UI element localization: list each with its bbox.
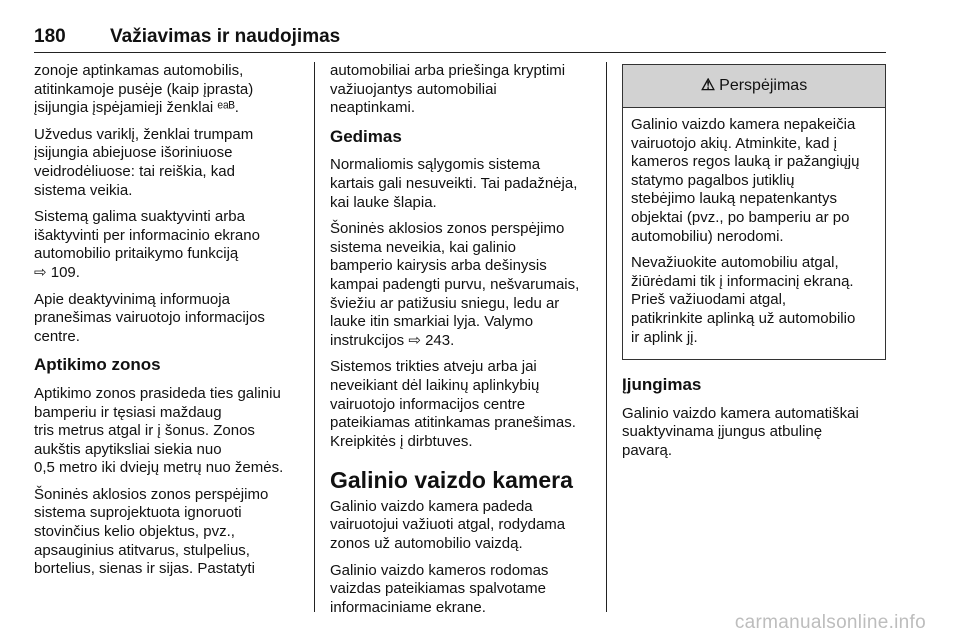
header-rule <box>34 52 886 53</box>
page-number: 180 <box>34 26 66 47</box>
page-header <box>34 26 340 48</box>
paragraph: Galinio vaizdo kamera nepakeičia vairuotojo akių. Atminkite, kad į kameros regos lauką ir pažangiųjų statymo pagalbos jutiklių stebėjimo lauką nepatenkantys objektai (pvz., po bamperiu ar po automobiliu) nerodomi. <box>631 116 860 245</box>
paragraph: Galinio vaizdo kameros rodomas vaizdas pateikiamas spalvotame informaciniame ekrane. <box>330 561 549 616</box>
paragraph: Sistemos trikties atveju arba jai neveikiant dėl laikinų aplinkybių vairuotojo informacijos centre pateikiamas atitinkamas pranešimas. Kreipkitės į dirbtuves. <box>330 358 576 450</box>
paragraph: Apie deaktyvinimą informuoja pranešimas vairuotojo informacijos centre. <box>34 290 265 345</box>
section-heading-detection-zones: Aptikimo zonos <box>34 355 161 375</box>
watermark: carmanualsonline.info <box>734 612 926 633</box>
section-heading-activation: Įjungimas <box>622 375 702 395</box>
warning-box <box>622 64 886 360</box>
warning-header <box>623 65 885 108</box>
paragraph: Sistemą galima suaktyvinti arba išaktyvinti per informacinio ekrano automobilio pritaikymo funkciją ⇨ 109. <box>34 208 260 281</box>
page-title: Važiavimas ir naudojimas <box>110 26 341 47</box>
paragraph: Galinio vaizdo kamera padeda vairuotojui važiuoti atgal, rodydama zonos už automobilio vaizdą. <box>330 497 566 553</box>
paragraph: zonoje aptinkamas automobilis, atitinkamoje pusėje (kaip įprasta) įsijungia įspėjamieji ženklai ᵉᵃᴮ. <box>34 62 254 117</box>
column-divider <box>314 62 315 612</box>
paragraph: Galinio vaizdo kamera automatiškai suaktyvinama įjungus atbulinę pavarą. <box>622 404 859 459</box>
column-right <box>622 62 886 469</box>
warning-triangle-icon: ⚠ <box>700 76 716 94</box>
paragraph: Šoninės aklosios zonos perspėjimo sistema suprojektuota ignoruoti stovinčius kelio objektus, pvz., apsauginius atitvarus, stulpelius, bortelius, sienas ir sijas. Pastatyti <box>34 485 269 578</box>
column-middle <box>330 62 598 625</box>
column-divider <box>606 62 607 612</box>
chapter-heading-rear-camera: Galinio vaizdo kamera <box>330 467 573 494</box>
paragraph: Nevažiuokite automobiliu atgal, žiūrėdami tik į informacinį ekraną. Prieš važiuodami atgal, patikrinkite aplinką už automobilio ir aplink jį. <box>631 254 856 346</box>
paragraph: Šoninės aklosios zonos perspėjimo sistema neveikia, kai galinio bamperio kairysis arba dešinysis kampai padengti purvu, nešvarumais, šviežiu ar patižusiu sniegu, ledu ar lauke itin smarkiai lyja. Valymo instrukcijos ⇨ 243. <box>330 220 580 349</box>
paragraph: Aptikimo zonos prasideda ties galiniu bamperiu ir tęsiasi maždaug tris metrus atgal ir į šonus. Zonos aukštis apytiksliai siekia nuo 0,5 metro iki dviejų metrų nuo žemės. <box>34 384 284 477</box>
paragraph: Užvedus variklį, ženklai trumpam įsijungia abiejuose išoriniuose veidrodėliuose: tai reiškia, kad sistema veikia. <box>34 125 254 199</box>
warning-body <box>623 108 885 359</box>
section-heading-fault: Gedimas <box>330 126 402 146</box>
column-left <box>34 62 300 587</box>
paragraph: Normaliomis sąlygomis sistema kartais gali nesuveikti. Tai padažnėja, kai lauke šlapia. <box>330 156 578 211</box>
paragraph: automobiliai arba priešinga kryptimi važiuojantys automobiliai neaptinkami. <box>330 62 566 117</box>
warning-title: Perspėjimas <box>719 76 808 94</box>
